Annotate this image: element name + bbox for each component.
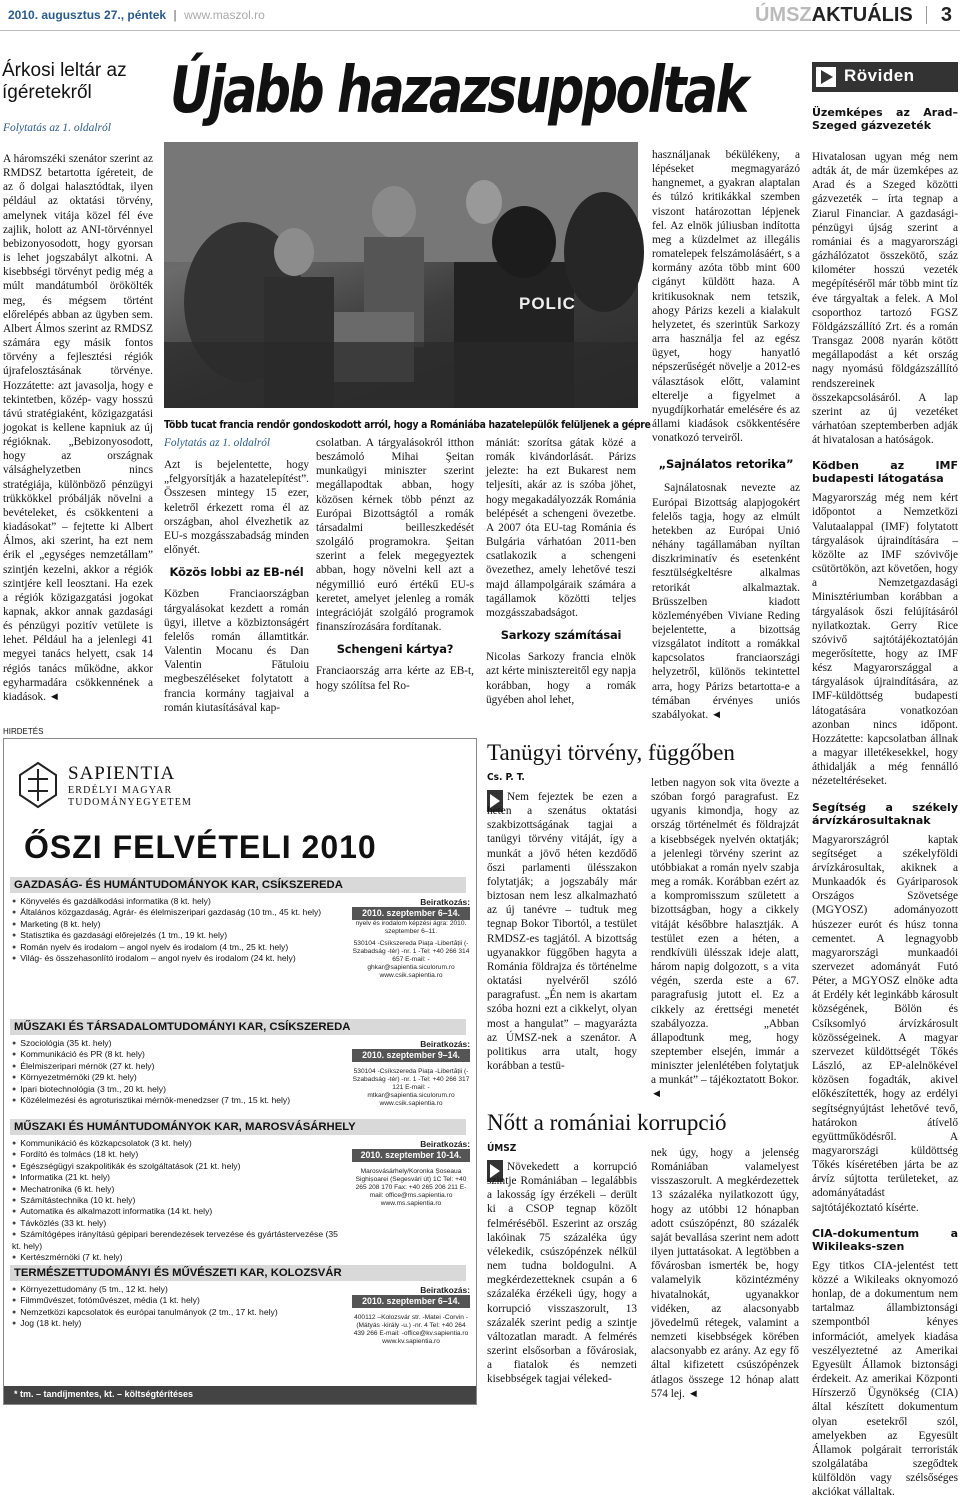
sub-sajnalatos: „Sajnálatos retorika” [658,457,794,472]
ad-section-1-box [352,897,470,980]
section-brand [755,2,952,28]
ad-item: ● Fordító és tolmács (18 kt. hely) [12,1149,342,1160]
korrupcio-text-1: Növekedett a korrupció szintje Romániában – legalábbis a lakosság így érzékeli – derült ki a CSOP tegnap közölt felméréséből. Eszerint az ország lakóinak 75 százaléka úgy vélekedik, csúszópénzek nélkül nem tudna boldogulni. A megkérdezetteknek csupán a 6 százaléka érzékeli úgy, hogy a korrupció visszaszorult, 13 százalék szerint pedig a szintje változatlan maradt. A felmérés szerint elsősorban a fővárosiak, a fiatalok és nemzeti kisebbségek tagjai véleked- [487,1161,637,1386]
ad-item: ● Világ- és összehasonlító irodalom – angol nyelv és irodalom (24 kt. hely) [12,953,332,964]
uni-sub-2: TUDOMÁNYEGYETEM [68,797,193,808]
header-rule [0,30,960,31]
brand-section: AKTUÁLIS [811,4,913,26]
tanugyi-col-1 [487,790,637,1090]
ad-section-4 [10,1265,466,1281]
main-col-4 [652,148,800,720]
ad-footer [4,1386,476,1404]
korrupcio-col-1 [487,1160,637,1404]
box-date: 2010. szeptember 9–14. [352,1049,470,1062]
separator: | [173,8,177,22]
left-article-body [3,152,153,722]
roviden-column [812,106,958,1499]
roviden-heading-2: Ködben az IMF budapesti látogatása [812,459,958,486]
play-icon [816,67,836,87]
box-title: Beiratkozás: [420,1285,470,1295]
ad-item: ● Automatika és alkalmazott informatika (14 kt. hely) [12,1206,342,1217]
ad-item: ● Távközlés (33 kt. hely) [12,1218,342,1229]
ad-item: ● Számítógépes irányítású gépipari berendezések tervezése és gyártástervezése (35 kt. hely) [12,1229,342,1252]
tanugyi-byline: Cs. P. T. [487,772,525,783]
ad-section-1-title: GAZDASÁG- ÉS HUMÁNTUDOMÁNYOK KAR, CSÍKSZEREDA [10,877,466,893]
box-note: nyelv és irodalom képzési ágra: 2010. szeptember 6–11. [355,920,467,935]
main-continued: Folytatás az 1. oldalról [164,437,271,449]
tanugyi-text-1: Nem fejeztek be ezen a héten a szenátus oktatási szakbizottságának tagjai a tanügyi törvény vitáját, így a munkát a jövő héten kezdődő őszi parlamenti ülésszakon folytatják; a jogszabály már biztosan nem lesz alkalmazható az új tanévre – tudtuk meg tegnap Bokor Tibortól, a testület RMDSZ-es tagjától. A bizottság ugyanakkor függőben hagyta a Románia földrajza és történelme oktatási nyelvéről szóló paragrafust. „Én nem is akartam szóba hozni ezt a cikkelyt, olyan most a hangulat” – magyarázta az ÚMSZ-nek a szenátor. A politikus arra utalt, hogy korábban a testü- [487,791,637,1072]
main-col-3 [486,436,636,724]
ad-section-1-list [12,896,332,964]
tanugyi-text-2: letben nagyon sok vita övezte a szóban forgó paragrafust. Ez ugyanis kimondja, hogy az ország történelmét és földrajzát a kisebbségek nyelvén oktatják; a jelenlegi törvény szerint az utóbbiakat a román nyelv szabja meg a romák. Korábban ezért az a kompromisszum született a bizottságban, hogy a cikkely vitáját későbbre halasztják. A testület ezen a héten, a rendkívüli ülésszak ideje alatt, három napig dolgozott, s a vita végén, szerda este a 67. paragrafusig jutott el. Ez a cikkely az érettségi menetét szabályozza. „Abban állapodtunk meg, hogy szeptember elsején, immár a miniszter jelenlétében folytatjuk a munkát” – tájékoztatott Bokor. ◄ [651,777,799,1101]
main-col3-p2: Nicolas Sarkozy francia elnök azt kérte minisztereitől egy napja korábban, hogy a romák ügyében ahol lehet, [486,651,636,706]
main-col1-p1: Azt is bejelentette, hogy „felgyorsítják a hazatelepítést”. Összesen mintegy 15 ezer, keletről érkezett roma él az országban, ahol élvezhetik az EU-s mozgásszabadság minden előnyét. [164,459,309,557]
police-photo [164,142,638,408]
ad-item: ● Kertészmérnöki (7 kt. hely) [12,1252,342,1263]
ad-item: ● Román nyelv és irodalom – angol nyelv és irodalom (4 tm., 25 kt. hely) [12,942,332,953]
left-continued: Folytatás az 1. oldalról [3,122,111,134]
box-addr: 530104 -Csíkszereda Piața -Libertății (-Szabadság -tér) -nr. 1 -Tel: +40 266 317 121 E-mail: -mtkar@sapientia.siculorum.ro www.csik.sapientia.ro [352,1068,470,1107]
sub-sarkozy: Sarkozy számításai [500,628,622,643]
box-addr: Marosvásárhely/Koronka Șoseaua Sighișoarei (Segesvári út) 1C Tel: +40 265 208 170 Fax: +40 265 206 211 E-mail: office@ms.sapientia.ro www.ms.sapientia.ro [355,1168,467,1207]
left-article-text: A háromszéki szenátor szerint az RMDSZ betartotta ígéreteit, de az ő dolgai halasztódtak, ilyen például az oktatási törvény, amelynek vitája közel fél éve zajlik, holott az ANI-törvénnyel bebizonyosodott, hogy gyorsan is lehet jogszabályt alkotni. A kisebbségi törvényt pedig még a múlt mandátumból örökölték meg, és mégsem történt előrelépés abban az ügyben sem. Albert Álmos szerint az RMDSZ számára egy másik fontos törvény a fejlesztési régiók újrafelosztásának törvénye. Hozzátette: azt javasolja, hogy e tekintetben, közép- vagy hosszú távú stratégiaként, közigazgatási jogokat is kellene kapniuk az új régióknak. „Bebizonyosodott, hogy az országnak válsághelyzetben nincs stratégiája, különböző pénzügyi trükkökkel próbálják növelni a bevételeket, és csökkenteni a kiadásokat” – fejtette ki Albert Álmos, aki szerint, ha ezt nem érik el „egységes nemzetállam” szintjén kezelni, akkor a régiók szintjére kell leosztani. Ha ezek a régiók közigazgatási jogokat kapnak, akkor annak gazdasági és pénzügyi pozitív vetülete is lehet. Például ha a jelenlegi 41 megyei tanács helyett, csak 14 régiós tanács működne, akkor egyharmadára csökkennének a kiadások. ◄ [3,153,153,703]
ad-item: ● Közélelmezési és agroturisztikai mérnök-menedzser (7 tm., 15 kt. hely) [12,1095,332,1106]
box-date: 2010. szeptember 6–14. [352,907,470,920]
uni-sub-1: ERDÉLYI MAGYAR [68,785,173,796]
ad-item: ● Környezetmérnöki (29 kt. hely) [12,1072,332,1083]
date-text: 2010. augusztus 27., péntek [8,8,167,22]
sapientia-ad[interactable] [3,738,477,1405]
ad-item: ● Környezettudomány (5 tm., 12 kt. hely) [12,1284,332,1295]
ad-section-3-box [352,1139,470,1208]
box-title: Beiratkozás: [420,897,470,907]
ad-item: ● Filmművészet, fotóművészet, média (1 kt. hely) [12,1295,332,1306]
ad-section-4-title: TERMÉSZETTUDOMÁNYI ÉS MŰVÉSZETI KAR, KOLOZSVÁR [10,1265,466,1281]
sapientia-logo-icon [16,761,60,809]
ad-item: ● Élelmiszeripari mérnök (27 kt. hely) [12,1061,332,1072]
ad-section-3-title: MŰSZAKI ÉS HUMÁNTUDOMÁNYOK KAR, MAROSVÁSÁRHELY [10,1119,466,1135]
box-addr: 400112 –Kolozsvár str. -Matei -Corvin -(Mátyás -király -u.) -nr. 4 Tel: +40 264 439 266 E-mail: -office@kv.sapientia.ro www.kv.sapientia.ro [353,1314,469,1345]
ad-section-2-list [12,1038,332,1106]
ad-headline: ŐSZI FELVÉTELI 2010 [24,829,377,865]
korrupcio-headline: Nőtt a romániai korrupció [487,1110,727,1135]
korrupcio-text-2: nek úgy, hogy a jelenség Romániában valamelyest visszaszorult. A megkérdezettek 13 százaléka nyilatkozott úgy, hogy az utóbbi 12 hónapban adott csúszópénzt, 80 százalék saját bevallása szerint nem adott ilyen juttatásokat. A legtöbben a fővárosban ismerték be, hogy valamelyik közintézmény hivatalnokát, ugyanakkor vidéken, az alacsonyabb jövedelmű rétegek, valamint a nemzeti kisebbségek körében alacsonyabb ez arány. Az egy fő által kifizetett csúszópénzek átlagos összege 12 hónap alatt 574 lej. ◄ [651,1147,799,1400]
ad-item: ● Mechatronika (6 kt. hely) [12,1184,342,1195]
police-label: POLIC [519,294,576,313]
box-title: Beiratkozás: [420,1039,470,1049]
roviden-heading-3: Segítség a székely árvízkárosultaknak [812,800,958,827]
roviden-bar [812,62,958,92]
photo-caption: Több tucat francia rendőr gondoskodott arról, hogy a Romániába hazatelepülők felüljenek a gépre [164,419,651,431]
ad-section-2-box [352,1039,470,1108]
ad-section-3-list [12,1138,342,1263]
ad-section-1 [10,877,466,893]
ad-section-4-box [352,1285,470,1346]
korrupcio-byline: ÚMSZ [487,1143,517,1154]
box-addr: 530104 -Csíkszereda Piața -Libertății (-Szabadság -tér) -nr. 1 -Tel: +40 266 314 657 E-mail: -ghkar@sapientia.siculorum.ro www.csik.sapientia.ro [352,940,470,979]
ad-section-2-title: MŰSZAKI ÉS TÁRSADALOMTUDOMÁNYI KAR, CSÍKSZEREDA [10,1019,466,1035]
page-number: 3 [940,4,952,26]
tanugyi-col-2 [651,776,799,1101]
tanugyi-headline: Tanügyi törvény, függőben [487,740,735,765]
ad-label: HIRDETÉS [3,727,44,736]
ad-section-4-list [12,1284,332,1330]
ad-item: ● Nemzetközi kapcsolatok és európai tanulmányok (2 tm., 17 kt. hely) [12,1307,332,1318]
main-headline: Újabb hazazsuppoltak [170,54,747,128]
ad-item: ● Könyvelés és gazdálkodási informatika (8 kt. hely) [12,896,332,907]
box-title: Beiratkozás: [420,1139,470,1149]
ad-item: ● Kommunikáció és PR (8 kt. hely) [12,1049,332,1060]
ad-footer-text: * tm. – tandíjmentes, kt. – költségtérítéses [14,1389,194,1399]
box-date: 2010. szeptember 6–14. [352,1295,470,1308]
main-col2-p1: csolatban. A tárgyalásokról itthon beszámoló Mihai Şeitan munkaügyi miniszter szerint megállapodtak abban, hogy közösen kérnek több pénzt az Európai Bizottságtól a romák társadalmi beilleszkedését szolgáló programokra. Şeitan szerint a felek megegyeztek abban, hogy növelni kell azt a négymillió euró értékű EU-s keretet, amelyet jelenleg a romák integrációját szolgáló programok finanszírozására fordítanak. [316,437,474,634]
ad-item: ● Szociológia (35 kt. hely) [12,1038,332,1049]
ad-item: ● Ipari biotechnológia (3 tm., 20 kt. hely) [12,1084,332,1095]
roviden-heading-1: Üzemképes az Arad–Szeged gázvezeték [812,106,958,132]
main-col-2 [316,436,474,724]
brand-prefix: ÚMSZ [754,4,812,26]
left-article-title: Árkosi leltár az ígéretekről [2,60,127,103]
ad-item: ● Kommunikáció és közkapcsolatok (3 kt. hely) [12,1138,342,1149]
roviden-text-4: Egy titkos CIA-jelentést tett közzé a Wikileaks oknyomozó honlap, de a dokumentum nem tartalmaz állambiztonsági szempontból kényes információt, amelyek kiadása veszélyeztetné az Amerikai Egyesült Államok biztonsági érdekeit. Az amerikai Központi Hírszerző Ügynökség (CIA) által készített dokumentum olyan esetekről szól, amelyekben az Egyesült Államok polgárait terroristák szolgálatába szegődtek külföldön vagy szélsőséges akciókat vállaltak. [812,1259,958,1499]
korrupcio-col-2 [651,1146,799,1404]
ad-item: ● Egészségügyi szakpolitikák és szolgáltatások (21 kt. hely) [12,1161,342,1172]
site-link[interactable]: www.maszol.ro [184,8,265,22]
roviden-text-1: Hivatalosan ugyan még nem adták át, de már üzemképes az Arad és a Szeged közötti gázvezeték – írta tegnap a Ziarul Financiar. A gazdasági-pénzügyi újság szerint a romániai és a magyarországi gázhálózatot összekötő, száz kilométer hosszú vezeték megépítéséről már több mint tíz éve tárgyaltak a felek. A Mol csoporthoz tartozó FGSZ Földgázszállító Zrt. és a román Transgaz 2008 nyarán kötött megállapodást a két ország nagy nyomású földgázszállító rendszereinek összekapcsolásáról. A lap szerint az új vezetéket várhatóan szeptemberben adják át hivatalosan a hatóságok. [812,151,958,447]
ad-item: ● Statisztika és gazdasági előrejelzés (1 tm., 19 kt. hely) [12,930,332,941]
ad-item: ● Informatika (21 kt. hely) [12,1172,342,1183]
main-col4-p1: használjanak békülékeny, a lépéseket megmagyarázó hangnemet, a gyakran alaptalan és túlzó kritikákkal szemben viszont határozottan lépjenek fel. Az elnök júliusban indította meg a küzdelmet az illegális romatelepek felszámolásáért, s a kormány azóta több mint 600 cigányt küldött haza. A kritikusoknak nem tetszik, ahogy Párizs kezeli a kialakult helyzetet, és szerintük Sarkozy arra használja fel az egész ügyet, hogy hanyatló népszerűségét növelje a 2012-es választások előtt, valamint elterelje a figyelmet a nyugdíjkorhatár emelésére és az állami kiadások csökkentésére vonatkozó terveiről. [652,149,800,445]
main-col-1 [164,436,309,724]
issue-date [8,8,265,22]
roviden-heading-4: CIA-dokumentum a Wikileaks-szen [812,1226,958,1253]
uni-name: SAPIENTIA [68,763,176,784]
ad-item: ● Marketing (8 kt. hely) [12,919,332,930]
sub-kozos-lobbi: Közös lobbi az EB-nél [169,565,304,580]
roviden-text-2: Magyarország még nem kért időpontot a Nemzetközi Valutaalappal (IMF) folytatott tárgyalások újraindítására – közölte az IMF szóvivője csütörtökön, azt követően, hogy a Nemzetgazdasági Minisztériumban korábban a tárgyalások őszi felújításáról nyilatkoztak. Gerry Rice szóvivő sajtótájékoztatóján megerősítette, hogy az IMF kész Magyarországgal a tárgyalások újraindítására, az IMF-küldöttség budapesti látogatására vonatkozóan azonban nincs időpont. Hozzátette: kapcsolatban állnak a magyar illetékesekkel, hogy áthidalják a még fennálló nézeteltéréseket. [812,492,958,788]
photo-scene [164,142,638,408]
brand-divider [926,6,927,24]
main-col4-p2: Sajnálatosnak nevezte az Európai Bizottság alapjogokért felelős tagja, hogy az elmúlt hetekben az Európai Unió néhány tagállamában nyíltan diszkriminatív és esetenként fesztülségkeltésre alkalmas retorikát alkalmaztak. Brüsszelben kiadott közleményében Viviane Reding bejelentette, a bizottság vizsgálatot indított a romákkal kapcsolatos franciaországi helyzetről, különös tekintettel arra, hogy Párizs betartotta-e a témában érvényes uniós szabályokat. ◄ [652,482,800,721]
ad-section-3 [10,1119,466,1135]
ad-section-2 [10,1019,466,1035]
main-col2-p2: Franciaország arra kérte az EB-t, hogy szólítsa fel Ro- [316,665,474,692]
ad-item: ● Jog (18 kt. hely) [12,1318,332,1329]
box-date: 2010. szeptember 10-14. [352,1149,470,1162]
main-col3-p1: mániát: szorítsa gátak közé a romák kivándorlását. Párizs jelezte: ha ezt Bukarest nem teljesíti, akár az is szóba jöhet, hogy megakadályozzák Románia belépését a schengeni övezetbe. A 2007 óta EU-tag Románia és Bulgária várhatóan 2011-ben csatlakozik a schengeni övezethez, amely lehetővé teszi majd állampolgáraik számára a tagállamok közötti teljes mozgásszabadságot. [486,437,636,619]
roviden-title: Röviden [844,66,915,85]
roviden-text-3: Magyarországról kaptak segítséget a székelyföldi árvízkárosultak, akiknek a Munkaadók és Gyáriparosok Országos Szövetsége (MGYOSZ) adományozott húszezer eurót és húsz tonna cementet. A legnagyobb magyarországi munkaadói szervezet adományát Futó Péter, a MGYOSZ elnöke adta át Erdély két leginkább károsult községének, Bölön és Csíksomlyó árvízkárosult közösségeinek. A magyar szervezet küldöttségét Tőkés László, az EP-alelnökével közösen fogadták, akivel előkészítették, hogy az erdélyi segítségnyújtást lehetővé tevő, határokon átívelő együttműködésről. A magyarországi küldöttség Tőkés kíséretében járta be az árvíz sújtotta területeket, az adományátadást sajtótájékoztató kísérte. [812,833,958,1214]
ad-item: ● Általános közgazdaság, Agrár- és élelmiszeripari gazdaság (10 tm., 45 kt. hely) [12,907,332,918]
sub-schengeni: Schengeni kártya? [336,642,454,657]
ad-item: ● Számítástechnika (10 kt. hely) [12,1195,342,1206]
main-col1-p2: Közben Franciaországban tárgyalásokat kezdett a román ügyi, illetve a közbiztonságért felelős román államtitkár. Valentin Mocanu és Dan Valentin Fătuloiu megbeszéléseket folytatott a francia kormány tagjaival a román kiutasításával kap- [164,588,309,714]
